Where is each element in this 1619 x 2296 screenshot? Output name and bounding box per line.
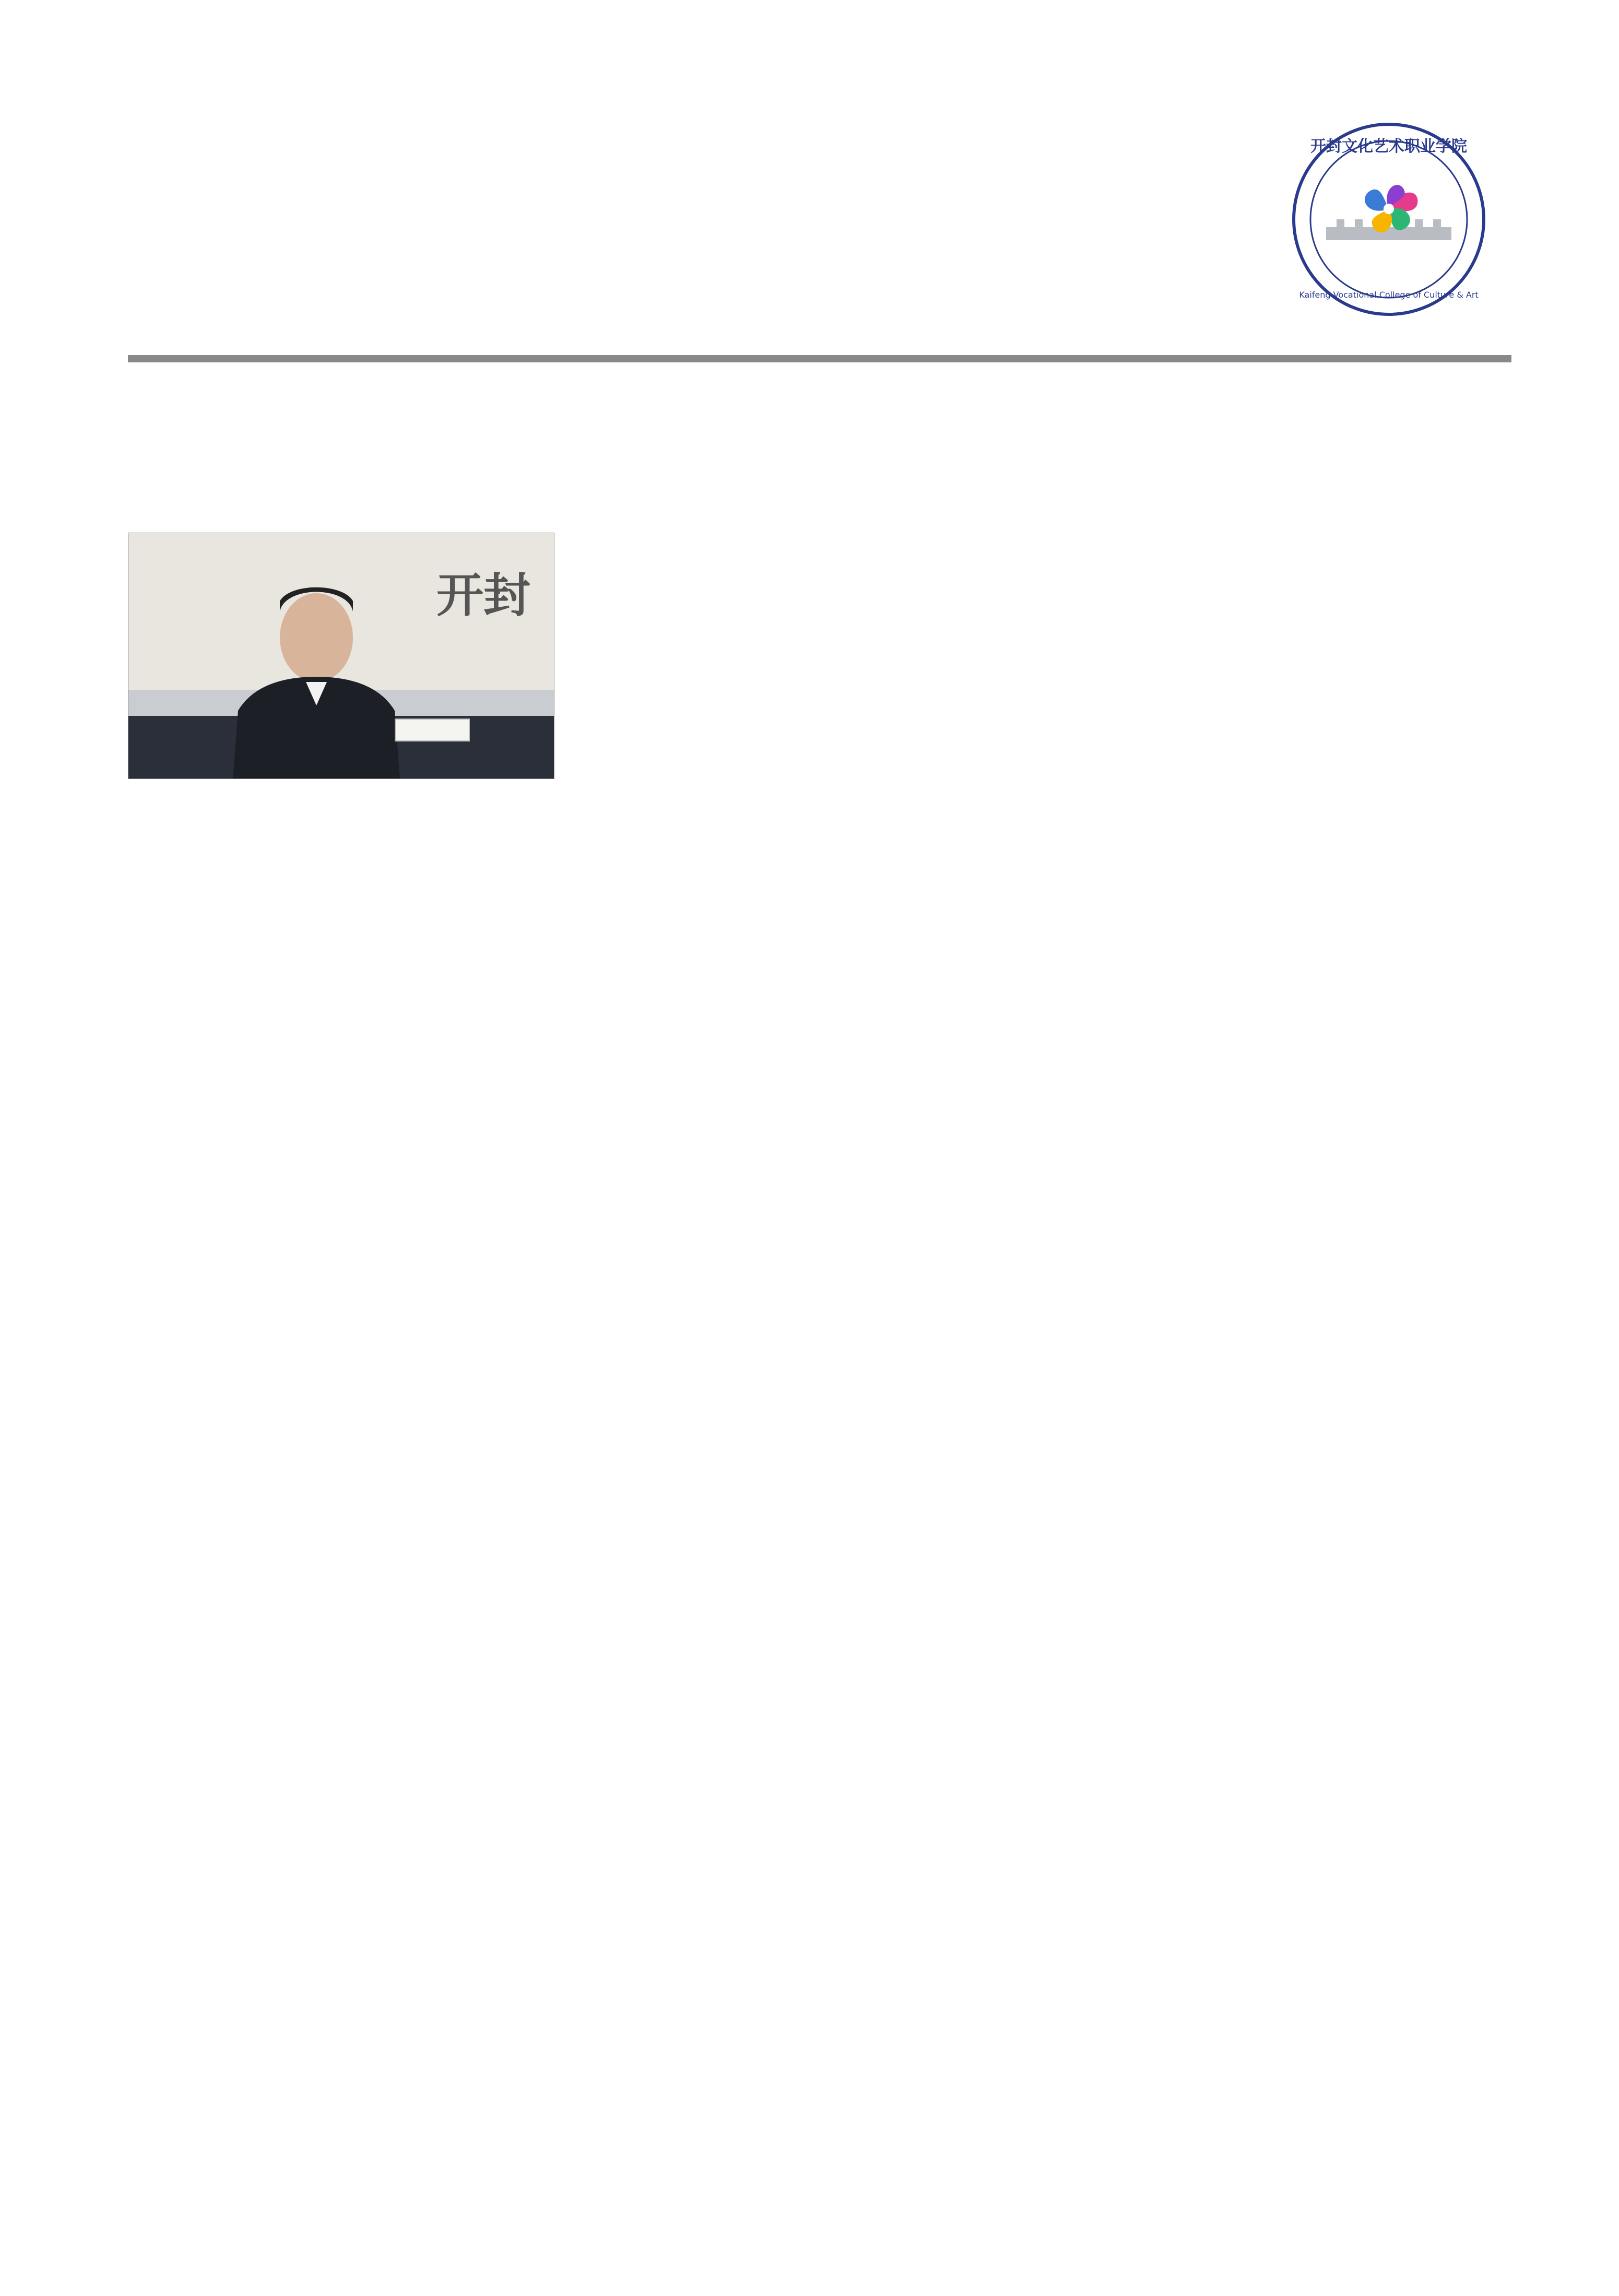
masthead-title: [120, 86, 1279, 243]
nameplate-ren-honghe: [395, 719, 470, 741]
masthead-rule: [128, 355, 1511, 362]
college-seal-logo: [1290, 120, 1488, 319]
svg-text:Kaifeng Vocational College of: Kaifeng Vocational College of Culture & Art: [1299, 290, 1479, 300]
article1-col1-text: [128, 778, 799, 1572]
article1-col1-top-text: [561, 533, 799, 778]
svg-text:开封文化艺术职业学院: 开封文化艺术职业学院: [1310, 137, 1467, 156]
svg-text:开封: 开封: [436, 568, 530, 623]
photo-ren-honghe: [128, 533, 554, 779]
